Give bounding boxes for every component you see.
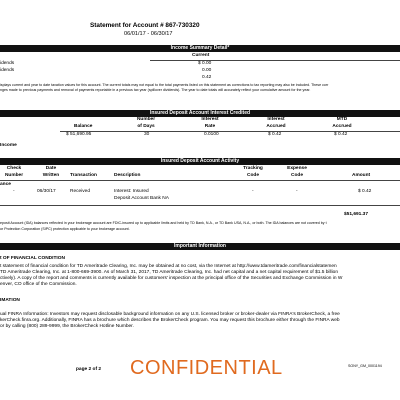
col-expense-header: Expense	[287, 166, 307, 171]
col-balance-header: Balance	[74, 124, 93, 129]
interest-accrued: $ 0.42	[268, 132, 282, 137]
interest-income-label: Income	[0, 143, 17, 148]
confidential-stamp: CONFIDENTIAL	[130, 357, 283, 379]
income-row-value: 0.42	[202, 75, 212, 80]
activity-total: $51,691.37	[344, 212, 369, 217]
income-row-label: idends	[0, 68, 15, 73]
activity-description: Deposit Account Bank NA	[114, 196, 169, 201]
col-check-header: Number	[4, 173, 24, 178]
col-days-header: Number	[136, 117, 156, 122]
activity-date: 06/30/17	[37, 189, 56, 194]
interest-mtd: $ 0.42	[334, 132, 348, 137]
col-date-header: Date	[45, 166, 57, 171]
income-row-value: $ 0.00	[198, 61, 212, 66]
income-row-label: idends	[0, 61, 15, 66]
activity-note: eposit Account (IDA) balances reflected in your brokerage account are FDIC-insured up to applicable limits and held by TD Bank, N.A., or TD Bank USA, N.A., or both. The IDA balances are not covered by t	[0, 221, 327, 225]
activity-tracking: -	[252, 189, 254, 194]
col-tracking-header: Code	[247, 173, 259, 178]
activity-expense: -	[296, 189, 298, 194]
col-tracking-header: Tracking	[243, 166, 263, 171]
bates-number: SONY_GM_0001194	[348, 364, 382, 368]
interest-divider	[60, 131, 400, 132]
income-summary-note: nges made to previous payments and removal of payments reportable in a previous tax year (spillover dividends). The year to date totals will accurately reflect your cumulative amount for the year.	[0, 88, 311, 92]
activity-note: or Protection Corporation (SIPC) protection applicable to your brokerage account.	[0, 227, 130, 231]
finra-text: or by calling (800) 289-9999, the BrokerCheck Hotline Number.	[0, 324, 134, 329]
income-row-value: 0.00	[202, 68, 212, 73]
interest-credited-bar: Insured Deposit Account Interest Credited	[0, 110, 400, 117]
activity-divider	[0, 180, 400, 181]
income-summary-current-header: Current	[192, 53, 210, 58]
activity-section-label: ance	[0, 182, 11, 187]
financial-condition-heading: t OF FINANCIAL CONDITION	[0, 256, 65, 261]
col-transaction-header: Transaction	[70, 173, 97, 178]
page-number: page 2 of 2	[76, 367, 102, 372]
activity-description: Interest: Insured	[114, 189, 149, 194]
finra-text: kerCheck.finra.org. Additionally, FINRA has a brochure which describes the BrokerCheck program. You may request this brochure either through the FINRA web	[0, 318, 340, 323]
financial-condition-text: ctively). A copy of the report and comments is currently available for customers' inspection at the principal office of the Securities and Exchange Commission in W	[0, 276, 343, 281]
col-mtd-header: Accrued	[332, 124, 352, 129]
col-accrued-header: Interest	[267, 117, 285, 122]
activity-amount: $ 0.42	[358, 189, 372, 194]
col-mtd-header: MTD	[336, 117, 348, 122]
col-accrued-header: Accrued	[266, 124, 286, 129]
financial-condition-text: enver, CO office of the Commission.	[0, 282, 77, 287]
col-expense-header: Code	[291, 173, 303, 178]
activity-check: -	[13, 189, 15, 194]
finra-heading: IMATION	[0, 298, 20, 303]
col-amount-header: Amount	[352, 173, 371, 178]
activity-total-divider	[0, 205, 400, 206]
income-summary-bar: Income Summary Detail*	[0, 45, 400, 52]
statement-date-range: 06/01/17 - 06/30/17	[124, 31, 173, 37]
col-rate-header: Rate	[204, 124, 216, 129]
financial-condition-text: TD Ameritrade Clearing, Inc. at 1-800-669-3900. As of March 31, 2017, TD Ameritrade Clearing, Inc. had net capital and a net capital requirement of $1.5 billion	[0, 270, 339, 275]
activity-transaction: Received	[70, 189, 90, 194]
important-info-bar: Important Information	[0, 243, 400, 250]
col-description-header: Description	[114, 173, 141, 178]
interest-days: 30	[144, 132, 150, 137]
statement-title: Statement for Account # 867-730320	[90, 22, 200, 29]
income-summary-note: isplays current and year to date taxation values for this account. The current totals may not equal to the total payments listed on this statement as corrections to tax reporting may also be included. These corr	[0, 83, 329, 87]
col-days-header: of Days	[137, 124, 155, 129]
interest-rate: 0.0100	[204, 132, 219, 137]
col-check-header: Check	[6, 166, 22, 171]
col-date-header: Written	[42, 173, 60, 178]
income-summary-divider	[150, 60, 400, 61]
interest-balance: $ 51,690.95	[66, 132, 92, 137]
finra-text: ual FINRA Information: Investors may request disclosable background information on any U.S. licensed broker or broker-dealer via FINRA's BrokerCheck, a free	[0, 312, 340, 317]
activity-bar: Insured Deposit Account Activity	[0, 158, 400, 165]
col-rate-header: Interest	[201, 117, 219, 122]
financial-condition-text: t statement of financial condition for TD Ameritrade Clearing, Inc. may be obtained at no cost, via the Internet at http://www.tdameritrade.com/financialstatemen	[0, 264, 337, 269]
